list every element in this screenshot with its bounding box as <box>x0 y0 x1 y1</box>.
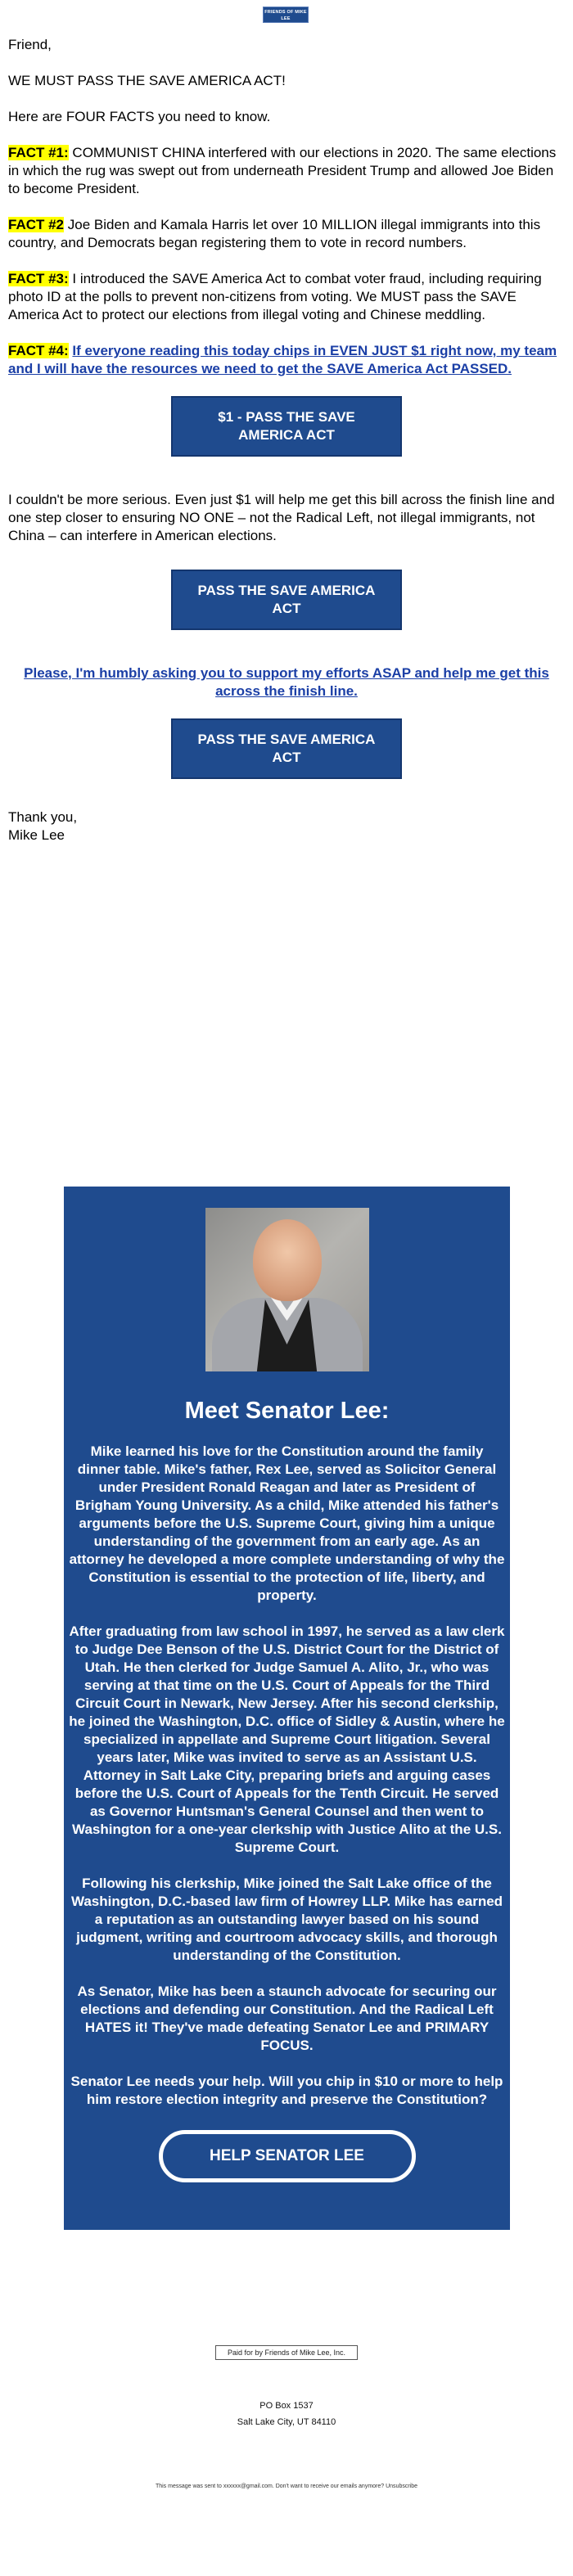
fact-3 <box>8 270 565 324</box>
donate-1-button[interactable]: $1 - PASS THE SAVE AMERICA ACT <box>171 396 402 457</box>
address-line-1: PO Box 1537 <box>259 2401 314 2411</box>
intro: Here are FOUR FACTS you need to know. <box>8 109 271 124</box>
logo: FRIENDS OF MIKE LEE <box>263 7 309 23</box>
bio-paragraph: As Senator, Mike has been a staunch advocate for securing our elections and defending our Constitution. And the Radical Left HATES it! They've made defeating Senator Lee and PRIMARY FOCUS. <box>77 1984 497 2053</box>
bio-paragraph: Mike learned his love for the Constitution around the family dinner table. Mike's father, Rex Lee, served as Solicitor General under President Ronald Reagan and later as President of Brigham Young University. As a child, Mike attended his father's arguments before the U.S. Supreme Court, giving him a unique understanding of the government from an early age. As an attorney he developed a more complete understanding of why the Constitution is essential to the protection of life, liberty, and property. <box>69 1443 505 1603</box>
signoff: Thank you, <box>8 809 78 825</box>
bio-title: Meet Senator Lee: <box>184 1398 390 1424</box>
fact-text: COMMUNIST CHINA interfered with our elections in 2020. The same elections in which the rug was swept out from underneath President Trump and allowed Joe Biden to become President. <box>8 145 557 196</box>
fact-4-link[interactable]: If everyone reading this today chips in EVEN JUST $1 right now, my team and I will have the resources we need to get the SAVE America Act PASSED. <box>8 343 557 376</box>
address-line-2: Salt Lake City, UT 84110 <box>237 2417 336 2427</box>
fact-label: FACT #4: <box>8 343 69 358</box>
fact-4 <box>8 342 565 378</box>
fact-label: FACT #1: <box>8 145 69 160</box>
fact-label: FACT #2 <box>8 217 65 232</box>
senator-photo <box>205 1208 369 1371</box>
paid-for-box: Paid for by Friends of Mike Lee, Inc. <box>215 2345 358 2360</box>
fact-2 <box>8 216 565 252</box>
pass-act-button[interactable]: PASS THE SAVE AMERICA ACT <box>171 570 402 630</box>
signature: Mike Lee <box>8 827 65 843</box>
greeting: Friend, <box>8 37 52 52</box>
ask-link[interactable]: Please, I'm humbly asking you to support my efforts ASAP and help me get this across the finish line. <box>24 665 549 699</box>
footer-note: This message was sent to xxxxxx@gmail.com. Don't want to receive our emails anymore? Unsubscribe <box>155 2484 418 2489</box>
pass-act-button-2[interactable]: PASS THE SAVE AMERICA ACT <box>171 718 402 779</box>
fact-label: FACT #3: <box>8 271 69 286</box>
email-body <box>8 36 565 862</box>
headline: WE MUST PASS THE SAVE AMERICA ACT! <box>8 73 286 88</box>
fact-1 <box>8 144 565 198</box>
help-senator-button[interactable]: HELP SENATOR LEE <box>159 2130 416 2182</box>
bio-section <box>64 1187 510 2230</box>
fact-text: Joe Biden and Kamala Harris let over 10 MILLION illegal immigrants into this country, and Democrats began registering them to vote in record numbers. <box>8 217 541 250</box>
body-text: I couldn't be more serious. Even just $1 will help me get this bill across the finish line and one step closer to ensuring NO ONE – not the Radical Left, not illegal immigrants, not China – can interfere in American elections. <box>8 492 555 543</box>
fact-text: I introduced the SAVE America Act to combat voter fraud, including requiring photo ID at the polls to prevent non-citizens from voting. We MUST pass the SAVE America Act to protect our elections from illegal voting and Chinese meddling. <box>8 271 542 322</box>
bio-paragraph: After graduating from law school in 1997, he served as a law clerk to Judge Dee Benson of the U.S. District Court for the District of Utah. He then clerked for Judge Samuel A. Alito, Jr., who was serving at that time on the U.S. Court of Appeals for the Third Circuit Court in Newark, New Jersey. After his second clerkship, he joined the Washington, D.C. office of Sidley & Austin, where he specialized in appellate and Supreme Court litigation. Several years later, Mike was invited to serve as an Assistant U.S. Attorney in Salt Lake City, preparing briefs and arguing cases before the U.S. Court of Appeals for the Tenth Circuit. He served as Governor Huntsman's General Counsel and then went to Washington for a one-year clerkship with Justice Alito at the U.S. Supreme Court. <box>69 1624 505 1855</box>
bio-paragraph: Senator Lee needs your help. Will you chip in $10 or more to help him restore election integrity and preserve the Constitution? <box>70 2074 503 2107</box>
bio-paragraph: Following his clerkship, Mike joined the Salt Lake office of the Washington, D.C.-based law firm of Howrey LLP. Mike has earned a reputation as an outstanding lawyer based on his sound judgment, writing and courtroom advocacy skills, and thorough understanding of the Constitution. <box>70 1876 503 1963</box>
